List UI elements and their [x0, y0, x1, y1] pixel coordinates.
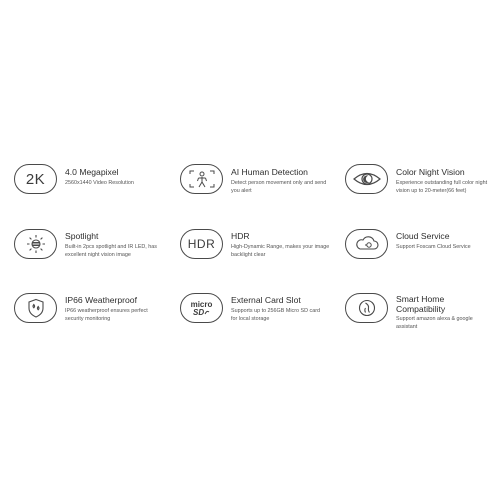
- weatherproof-shield-icon: [14, 293, 57, 323]
- feature-desc: IP66 weatherproof ensures perfect security monitoring: [65, 308, 148, 322]
- feature-desc: Built-in 2pcs spotlight and IR LED, has excellent night vision image: [65, 244, 157, 258]
- feature-desc: 2560x1440 Video Resolution: [65, 180, 134, 186]
- human-detection-icon: [180, 164, 223, 194]
- feature-desc: Supports up to 256GB Micro SD card for local storage: [231, 308, 320, 322]
- feature-desc: Support amazon alexa & google assistant: [396, 316, 473, 330]
- feature-desc: Detect person movement only and send you alert: [231, 180, 327, 194]
- feature-title: AI Human Detection: [231, 167, 308, 177]
- feature-title: Color Night Vision: [396, 167, 465, 177]
- svg-text:SD: SD: [193, 307, 205, 316]
- feature-title: Smart Home Compatibility: [396, 294, 446, 314]
- feature-title: IP66 Weatherproof: [65, 295, 137, 305]
- feature-title: 4.0 Megapixel: [65, 167, 119, 177]
- hdr-badge-icon: HDR: [180, 229, 223, 259]
- feature-desc: Support Foscam Cloud Service: [396, 244, 471, 250]
- feature-title: Spotlight: [65, 231, 99, 241]
- feature-desc: High-Dynamic Range, makes your image backlight clear: [231, 244, 330, 258]
- feature-title: Cloud Service: [396, 231, 450, 241]
- feature-desc: Experience outstanding full color night vision up to 20-meter(66 feet): [396, 180, 488, 194]
- cloud-icon: [345, 229, 388, 259]
- spotlight-icon: [14, 229, 57, 259]
- night-vision-eye-icon: [345, 164, 388, 194]
- feature-title: External Card Slot: [231, 295, 301, 305]
- feature-title: HDR: [231, 231, 250, 241]
- micro-sd-icon: micro SD: [180, 293, 223, 323]
- 2k-badge-icon: 2K: [14, 164, 57, 194]
- voice-assistant-icon: [345, 293, 388, 323]
